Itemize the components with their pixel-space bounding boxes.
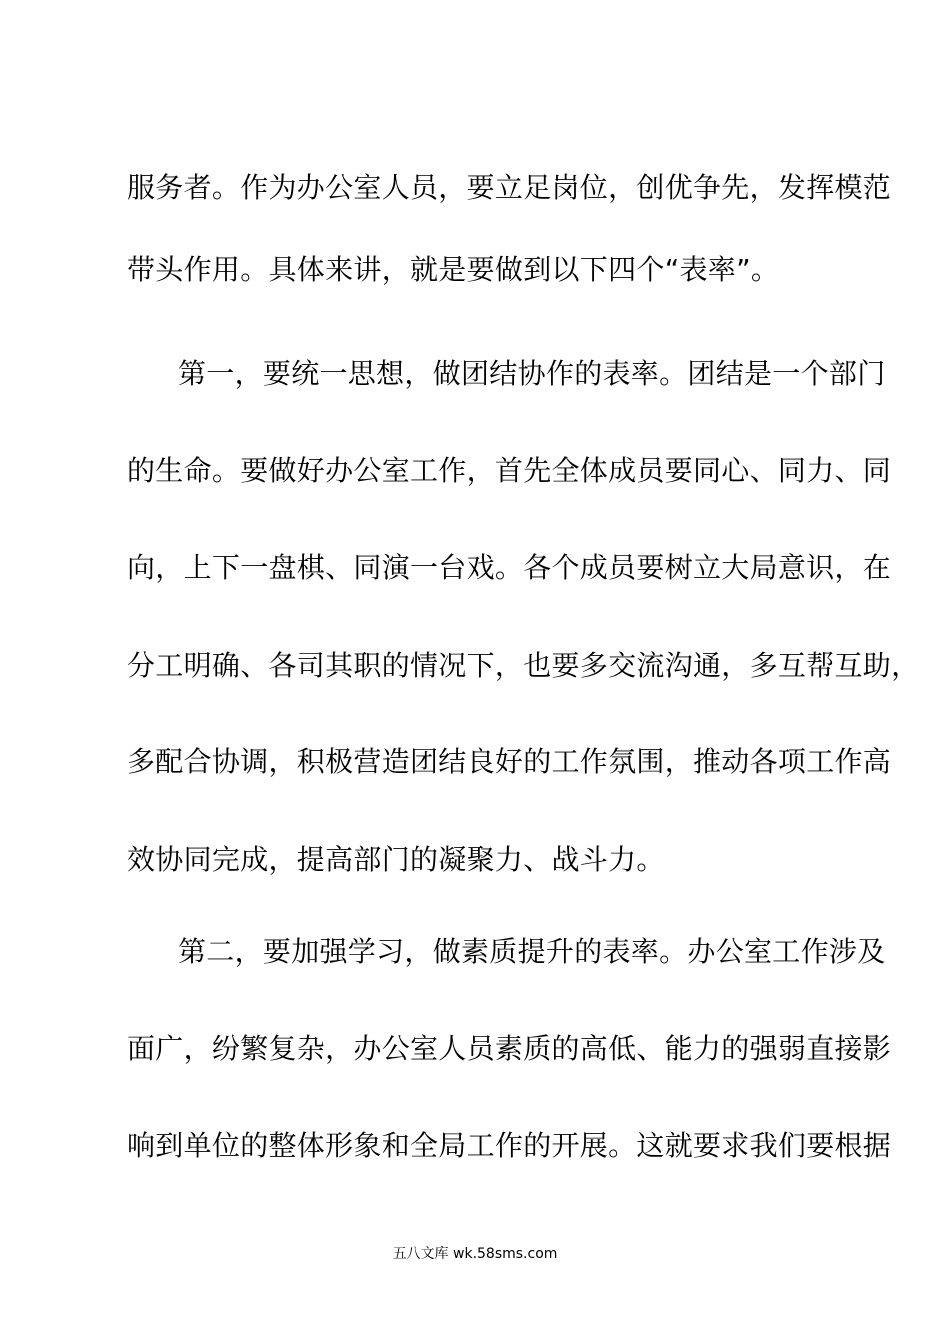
paragraph-line: 多配合协调，积极营造团结良好的工作氛围，推动各项工作高 [127,745,892,778]
paragraph-line: 带头作用。具体来讲，就是要做到以下四个“表率”。 [127,253,780,286]
paragraph-line: 效协同完成，提高部门的凝聚力、战斗力。 [127,843,665,876]
paragraph-line: 第一，要统一思想，做团结协作的表率。团结是一个部门 [178,357,886,390]
paragraph-line: 面广，纷繁复杂，办公室人员素质的高低、能力的强弱直接影 [127,1032,892,1065]
footer-watermark: 五八文库 wk.58sms.com [392,1246,558,1262]
paragraph-line: 分工明确、各司其职的情况下，也要多交流沟通，多互帮互助， [127,649,920,682]
paragraph-line: 第二，要加强学习，做素质提升的表率。办公室工作涉及 [178,935,886,968]
paragraph-line: 向，上下一盘棋、同演一台戏。各个成员要树立大局意识，在 [127,551,892,584]
paragraph-line: 的生命。要做好办公室工作，首先全体成员要同心、同力、同 [127,454,892,487]
paragraph-line: 服务者。作为办公室人员，要立足岗位，创优争先，发挥模范 [127,171,892,204]
paragraph-line: 响到单位的整体形象和全局工作的开展。这就要求我们要根据 [127,1129,892,1162]
